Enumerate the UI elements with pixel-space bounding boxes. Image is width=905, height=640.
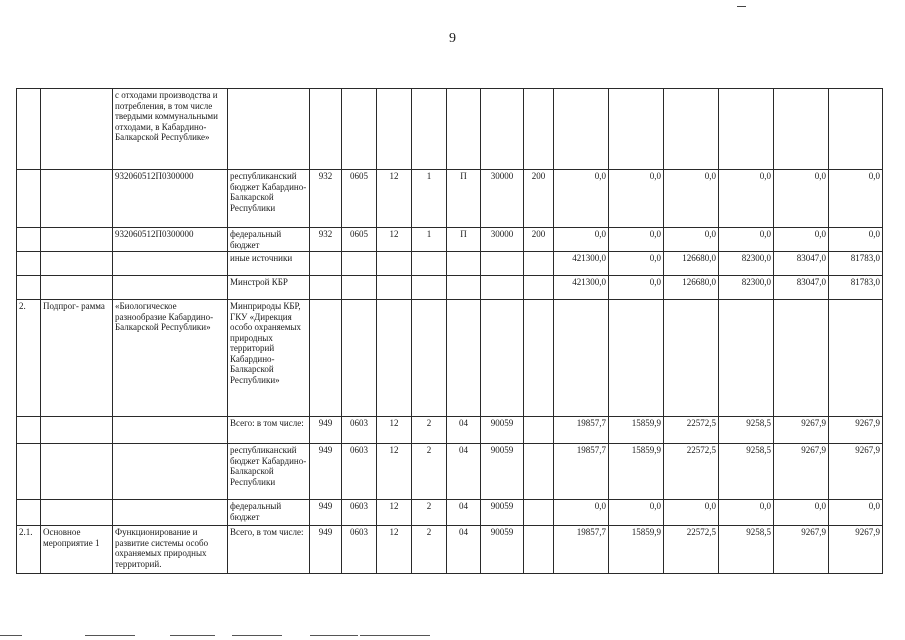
cell-status: Подпрог- рамма [41, 300, 113, 417]
table-row: Всего: в том числе: 949 0603 12 2 04 90059 19857,7 15859,9 22572,5 9258,5 9267,9 9267,9 [17, 417, 883, 444]
cell-name: с отходами производства и потребления, в том числе твердыми коммунальными отходами, в Кабардино-Балкарской Республике» [113, 89, 228, 170]
cell-status: Основное мероприятие 1 [41, 526, 113, 574]
cell-source: Минстрой КБР [228, 276, 310, 300]
top-dash-mark [737, 6, 746, 7]
cell-num [17, 89, 41, 170]
cell-source: федеральный бюджет [228, 500, 310, 526]
table-row: 2.1. Основное мероприятие 1 Функционирование и развитие системы особо охраняемых природных территорий. Всего, в том числе: 949 0603 12 2 04 90059 19857,7 15859,9 22572,5 9258,5 9267,9 9267,9 [17, 526, 883, 574]
table-row [17, 89, 883, 170]
cell-source: иные источники [228, 252, 310, 276]
table-row: республиканский бюджет Кабардино-Балкарской Республики 949 0603 12 2 04 90059 19857,7 15859,9 22572,5 9258,5 9267,9 9267,9 [17, 444, 883, 500]
cell-code: 932060512П0300000 [113, 228, 228, 252]
table-row [17, 300, 883, 417]
table-row: Минстрой КБР 421300,0 0,0 126680,0 82300,0 83047,0 81783,0 [17, 276, 883, 300]
table-row: 932060512П0300000 республиканский бюджет Кабардино-Балкарской Республики 932 0605 12 1 П 30000 200 0,0 0,0 0,0 0,0 0,0 0,0 [17, 170, 883, 228]
table-row: 932060512П0300000 федеральный бюджет 932 0605 12 1 П 30000 200 0,0 0,0 0,0 0,0 0,0 0,0 [17, 228, 883, 252]
cell-num: 2. [17, 300, 41, 417]
cell-source: республиканский бюджет Кабардино-Балкарской Республики [228, 444, 310, 500]
cell-executor: Минприроды КБР, ГКУ «Дирекция особо охраняемых природных территорий Кабардино-Балкарской Республики» [228, 300, 310, 417]
budget-table [16, 88, 883, 574]
cell-num: 2.1. [17, 526, 41, 574]
cell-source: Всего: в том числе: [228, 417, 310, 444]
cell-status [41, 89, 113, 170]
cell-code: 932060512П0300000 [113, 170, 228, 228]
page-number: 9 [449, 31, 456, 46]
table-row: федеральный бюджет 949 0603 12 2 04 90059 0,0 0,0 0,0 0,0 0,0 0,0 [17, 500, 883, 526]
cell-source: Всего, в том числе: [228, 526, 310, 574]
cell-source: федеральный бюджет [228, 228, 310, 252]
cell-name: Функционирование и развитие системы особо охраняемых природных территорий. [113, 526, 228, 574]
cell-name: «Биологическое разнообразие Кабардино-Балкарской Республики» [113, 300, 228, 417]
table-row: иные источники 421300,0 0,0 126680,0 82300,0 83047,0 81783,0 [17, 252, 883, 276]
cell-source [228, 89, 310, 170]
cell-source: республиканский бюджет Кабардино-Балкарской Республики [228, 170, 310, 228]
bottom-scan-lines [0, 632, 905, 640]
